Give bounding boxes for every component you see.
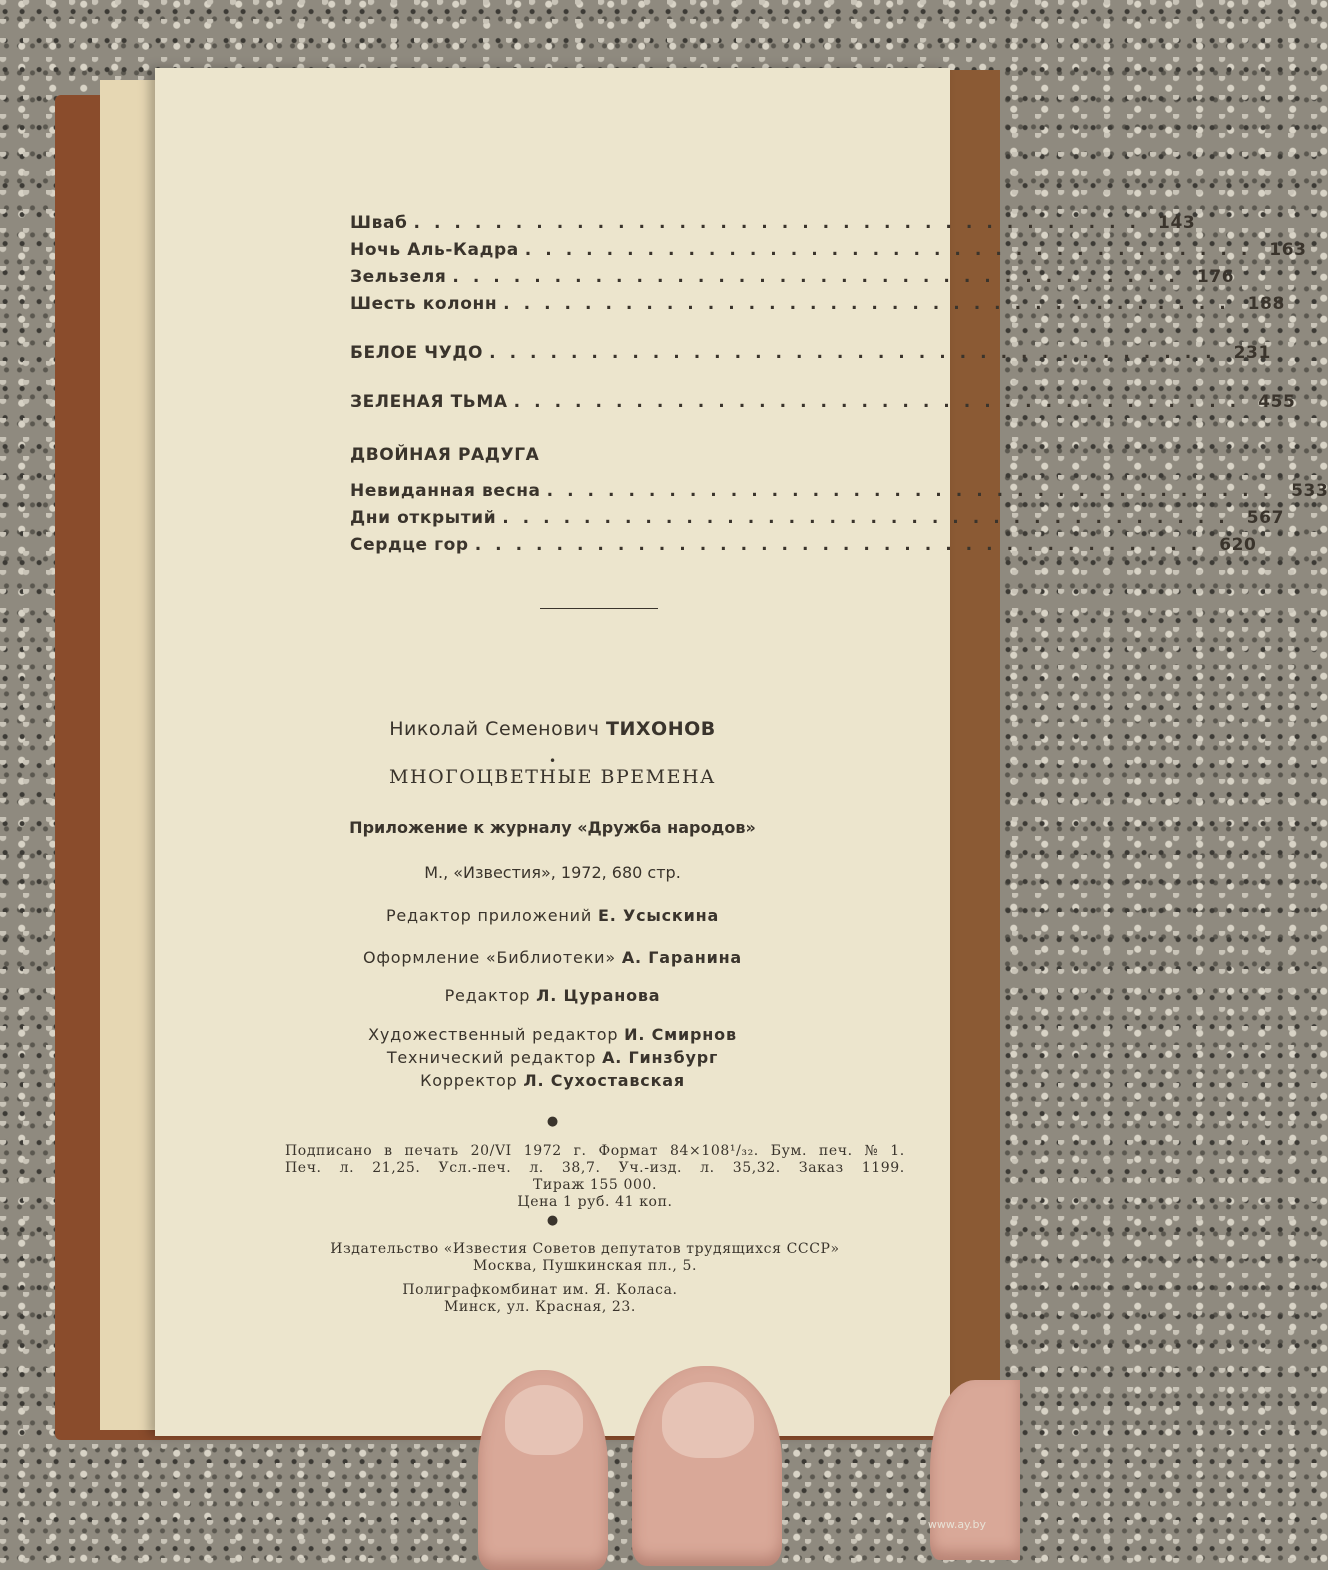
print-word: 35,32. (732, 1160, 781, 1176)
leader-dots: .................................... (503, 294, 1240, 314)
toc-section-double-rainbow: ДВОЙНАЯ РАДУГА (350, 445, 540, 465)
toc-title: Невиданная весна (350, 481, 541, 501)
publisher-name: Издательство «Известия Советов депутатов трудящихся СССР» (330, 1241, 840, 1257)
print-word: печ. (818, 1143, 853, 1159)
credit-name: А. Гаранина (621, 948, 743, 967)
credit-name: Е. Усыскина (597, 906, 720, 925)
credit-design (155, 948, 950, 967)
thumb (927, 1380, 1020, 1560)
leader-dots: .................................... (474, 535, 1212, 555)
toc-entry (350, 481, 1328, 508)
credit-name: И. Смирнов (624, 1025, 737, 1044)
print-row (285, 1160, 905, 1177)
toc-page: 176 (1196, 267, 1235, 287)
credit-role: Художественный редактор (368, 1025, 619, 1044)
credit-tech-editor (155, 1048, 950, 1067)
printer-address: Минск, ул. Красная, 23. (444, 1299, 636, 1315)
leader-dots: .................................... (452, 267, 1189, 287)
toc-section-white-miracle (350, 343, 1271, 370)
toc-entry (350, 508, 1285, 535)
toc-title: Дни открытий (350, 508, 497, 528)
leader-dots: .................................... (513, 392, 1251, 412)
credit-role: Корректор (420, 1071, 518, 1090)
toc-page: 533 (1291, 481, 1328, 501)
print-word: 38,7. (561, 1160, 601, 1176)
separator-dot: • (548, 754, 557, 768)
print-word: Формат (598, 1143, 659, 1159)
credit-role: Технический редактор (386, 1048, 597, 1067)
print-word: л. (700, 1160, 715, 1176)
leader-dots: .................................... (489, 343, 1226, 363)
print-word: 21,25. (372, 1160, 421, 1176)
toc-page: 455 (1258, 392, 1296, 412)
toc-entry (350, 294, 1285, 321)
price: Цена 1 руб. 41 коп. (517, 1194, 673, 1210)
fingernail (662, 1382, 754, 1458)
toc-page: 188 (1247, 294, 1285, 314)
printer-name: Полиграфкомбинат им. Я. Коласа. (402, 1282, 678, 1298)
fingernail (505, 1385, 583, 1455)
bullet-icon: ● (546, 1213, 559, 1228)
credit-name: Л. Сухоставская (523, 1071, 685, 1090)
print-word: в (384, 1143, 393, 1159)
print-word: 84×108¹/₃₂. (669, 1143, 759, 1159)
circulation: Тираж 155 000. (532, 1177, 658, 1193)
print-word: л. (339, 1160, 355, 1176)
print-row (285, 1143, 905, 1160)
credit-supplement-editor (155, 906, 950, 925)
toc-title: БЕЛОЕ ЧУДО (350, 343, 484, 363)
print-word: г. (573, 1143, 587, 1159)
book-title: МНОГОЦВЕТНЫЕ ВРЕМЕНА (389, 766, 716, 788)
print-word: 20/VI (470, 1143, 512, 1159)
print-word: Печ. (285, 1160, 322, 1176)
print-word: Заказ (798, 1160, 844, 1176)
leader-dots: .................................... (524, 240, 1262, 260)
leader-dots: .................................... (413, 213, 1151, 233)
credit-corrector (155, 1071, 950, 1090)
toc-page: 231 (1233, 343, 1271, 363)
author-surname: ТИХОНОВ (606, 718, 716, 740)
toc-title: Ночь Аль-Кадра (350, 240, 519, 260)
printer-info (305, 1282, 775, 1316)
book-page (155, 68, 1328, 1436)
toc-entry (350, 213, 1196, 240)
toc-title: Сердце гор (350, 535, 469, 555)
supplement-line: Приложение к журналу «Дружба народов» (349, 818, 756, 837)
toc-title: ЗЕЛЕНАЯ ТЬМА (350, 392, 508, 412)
print-word: Подписано (285, 1143, 373, 1159)
toc-page: 567 (1246, 508, 1285, 528)
toc-page: 163 (1269, 240, 1307, 260)
print-word: 1972 (523, 1143, 562, 1159)
credit-name: Л. Цуранова (536, 986, 661, 1005)
toc-page: 620 (1219, 535, 1257, 555)
divider-rule (540, 608, 658, 609)
toc-title: Зельзеля (350, 267, 447, 287)
toc-page: 143 (1158, 213, 1196, 233)
credit-art-editor (155, 1025, 950, 1044)
print-word: 1199. (861, 1160, 905, 1176)
credit-role: Редактор (444, 986, 531, 1005)
publisher-info (305, 1241, 865, 1275)
author-line (155, 718, 950, 740)
print-word: Усл.-печ. (438, 1160, 512, 1176)
publication-line: М., «Известия», 1972, 680 стр. (424, 863, 681, 882)
toc-entry (350, 267, 1235, 294)
print-word: 1. (890, 1143, 905, 1159)
toc-entry (350, 535, 1257, 562)
author-name: Николай Семенович (389, 718, 600, 740)
toc-title: Шесть колонн (350, 294, 498, 314)
toc-section-green-darkness (350, 392, 1296, 419)
toc-title: Шваб (350, 213, 408, 233)
table-of-contents (350, 213, 1328, 562)
leader-dots: .................................... (502, 508, 1239, 528)
credit-editor (155, 986, 950, 1005)
leader-dots: .................................... (546, 481, 1284, 501)
print-word: Бум. (770, 1143, 808, 1159)
print-details (285, 1143, 905, 1211)
toc-entry (350, 240, 1307, 267)
credit-role: Редактор приложений (385, 906, 593, 925)
print-word: Уч.-изд. (618, 1160, 683, 1176)
print-word: № (864, 1143, 879, 1159)
bullet-icon: ● (546, 1114, 559, 1129)
credit-name: А. Гинзбург (602, 1048, 719, 1067)
publisher-address: Москва, Пушкинская пл., 5. (472, 1258, 698, 1274)
watermark: www.ay.by (927, 1518, 986, 1531)
credit-role: Оформление «Библиотеки» (362, 948, 616, 967)
print-word: печать (404, 1143, 459, 1159)
print-word: л. (529, 1160, 544, 1176)
